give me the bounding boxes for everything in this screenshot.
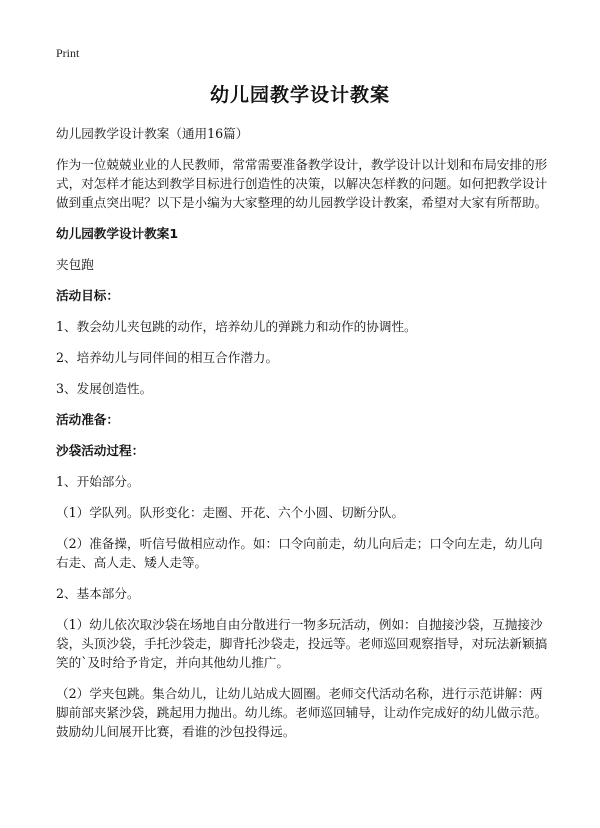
print-label: Print: [56, 46, 80, 60]
document-body: [56, 124, 552, 753]
intro-paragraph: 作为一位兢兢业业的人民教师，常常需要准备教学设计，教学设计以计划和布局安排的形式，对怎样才能达到教学目标进行创造性的决策，以解决怎样教的问题。如何把教学设计做到重点突出呢？以下是小编为大家整理的幼儿园教学设计教案，希望对大家有所帮助。: [56, 157, 548, 210]
part-heading: 1、开始部分。: [56, 474, 140, 489]
lesson-name: 夹包跑: [56, 257, 94, 272]
process-heading: 沙袋活动过程：: [56, 443, 145, 458]
goals-heading: 活动目标：: [56, 288, 119, 303]
process-item: （1）学队列。队形变化：走圈、开花、六个小圆、切断分队。: [56, 505, 405, 520]
process-item: （2）准备操，听信号做相应动作。如：口令向前走，幼儿向后走；口令向左走，幼儿向右走、高人走、矮人走等。: [56, 536, 543, 570]
goal-item: 3、发展创造性。: [56, 381, 153, 396]
process-item: （2）学夹包跳。集合幼儿，让幼儿站成大圆圈。老师交代活动名称，进行示范讲解：两脚前部夹紧沙袋，跳起用力抛出。幼儿练。老师巡回辅导，让动作完成好的幼儿做示范。鼓励幼儿间展开比赛，看谁的沙包投得远。: [56, 686, 548, 739]
goal-item: 1、教会幼儿夹包跳的动作，培养幼儿的弹跳力和动作的协调性。: [56, 319, 417, 334]
process-item: （1）幼儿依次取沙袋在场地自由分散进行一物多玩活动，例如：自抛接沙袋，互抛接沙袋，头顶沙袋，手托沙袋走，脚背托沙袋走，投远等。老师巡回观察指导，对玩法新颖搞笑的`及时给予肯定，并向其他幼儿推广。: [56, 617, 548, 670]
prep-heading: 活动准备：: [56, 412, 119, 427]
document-subtitle: 幼儿园教学设计教案（通用16篇）: [56, 126, 249, 141]
section-heading: 幼儿园教学设计教案1: [56, 226, 179, 241]
document-title: 幼儿园教学设计教案: [209, 84, 390, 106]
part-heading: 2、基本部分。: [56, 586, 140, 601]
goal-item: 2、培养幼儿与同伴间的相互合作潜力。: [56, 350, 279, 365]
